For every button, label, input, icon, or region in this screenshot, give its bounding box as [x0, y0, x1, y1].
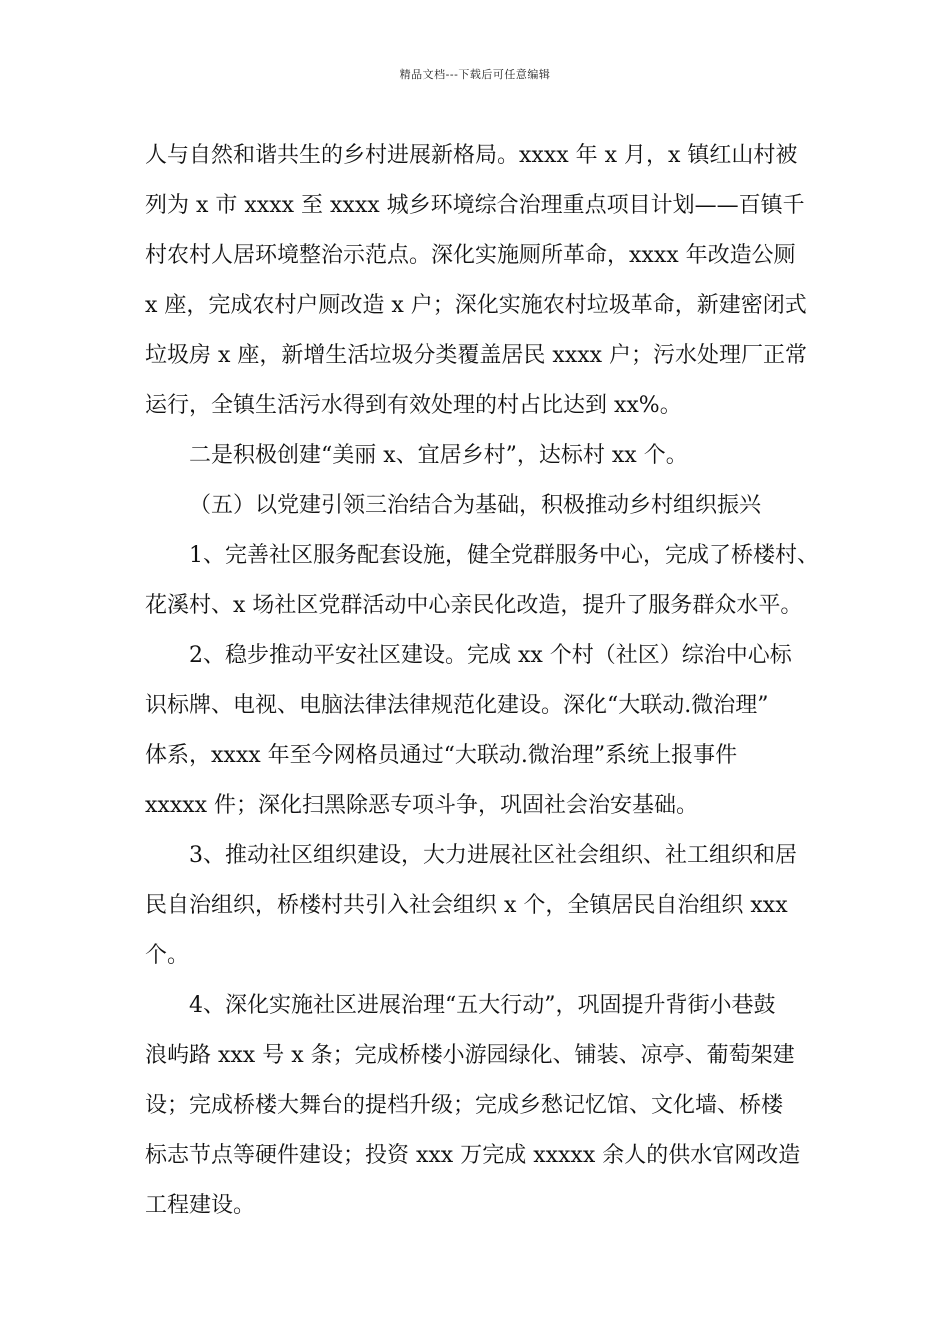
page-header: 精品文档---下载后可任意编辑 — [399, 68, 551, 81]
text-line: 列为 x 市 xxxx 至 xxxx 城乡环境综合治理重点项目计划——百镇千 — [145, 193, 805, 218]
text-line: 设；完成桥楼大舞台的提档升级；完成乡愁记忆馆、文化墙、桥楼 — [145, 1093, 784, 1118]
paragraph-first-line: 1、完善社区服务配套设施，健全党群服务中心，完成了桥楼村、 — [189, 543, 819, 568]
text-line: 人与自然和谐共生的乡村进展新格局。xxxx 年 x 月，x 镇红山村被 — [145, 143, 798, 168]
text-line: 村农村人居环境整治示范点。深化实施厕所革命，xxxx 年改造公厕 — [145, 243, 796, 268]
text-line: 工程建设。 — [145, 1193, 256, 1218]
text-line: 体系，xxxx 年至今网格员通过“大联动.微治理”系统上报事件 — [145, 743, 738, 768]
text-line: 识标牌、电视、电脑法律法律规范化建设。深化“大联动.微治理” — [145, 693, 769, 718]
text-line: 标志节点等硬件建设；投资 xxx 万完成 xxxxx 余人的供水官网改造 — [145, 1143, 801, 1168]
text-line: 浪屿路 xxx 号 x 条；完成桥楼小游园绿化、铺装、凉亭、葡萄架建 — [145, 1043, 795, 1068]
paragraph-first-line: 二是积极创建“美丽 x、宜居乡村”，达标村 xx 个。 — [189, 443, 688, 468]
text-line: 民自治组织，桥楼村共引入社会组织 x 个，全镇居民自治组织 xxx — [145, 893, 788, 918]
text-line: xxxxx 件；深化扫黑除恶专项斗争，巩固社会治安基础。 — [145, 793, 699, 818]
text-line: 垃圾房 x 座，新增生活垃圾分类覆盖居民 xxxx 户；污水处理厂正常 — [145, 343, 808, 368]
section-heading: （五）以党建引领三治结合为基础，积极推动乡村组织振兴 — [189, 493, 762, 518]
document-body — [145, 131, 825, 1231]
text-line: 花溪村、x 场社区党群活动中心亲民化改造，提升了服务群众水平。 — [145, 593, 803, 618]
text-line: x 座，完成农村户厕改造 x 户；深化实施农村垃圾革命，新建密闭式 — [145, 293, 807, 318]
text-line: 个。 — [145, 943, 190, 968]
paragraph-first-line: 4、深化实施社区进展治理“五大行动”，巩固提升背街小巷鼓 — [189, 993, 776, 1018]
paragraph-first-line: 2、稳步推动平安社区建设。完成 xx 个村（社区）综治中心标 — [189, 643, 792, 668]
paragraph-first-line: 3、推动社区组织建设，大力进展社区社会组织、社工组织和居 — [189, 843, 797, 868]
text-line: 运行，全镇生活污水得到有效处理的村占比达到 xx%。 — [145, 393, 682, 418]
